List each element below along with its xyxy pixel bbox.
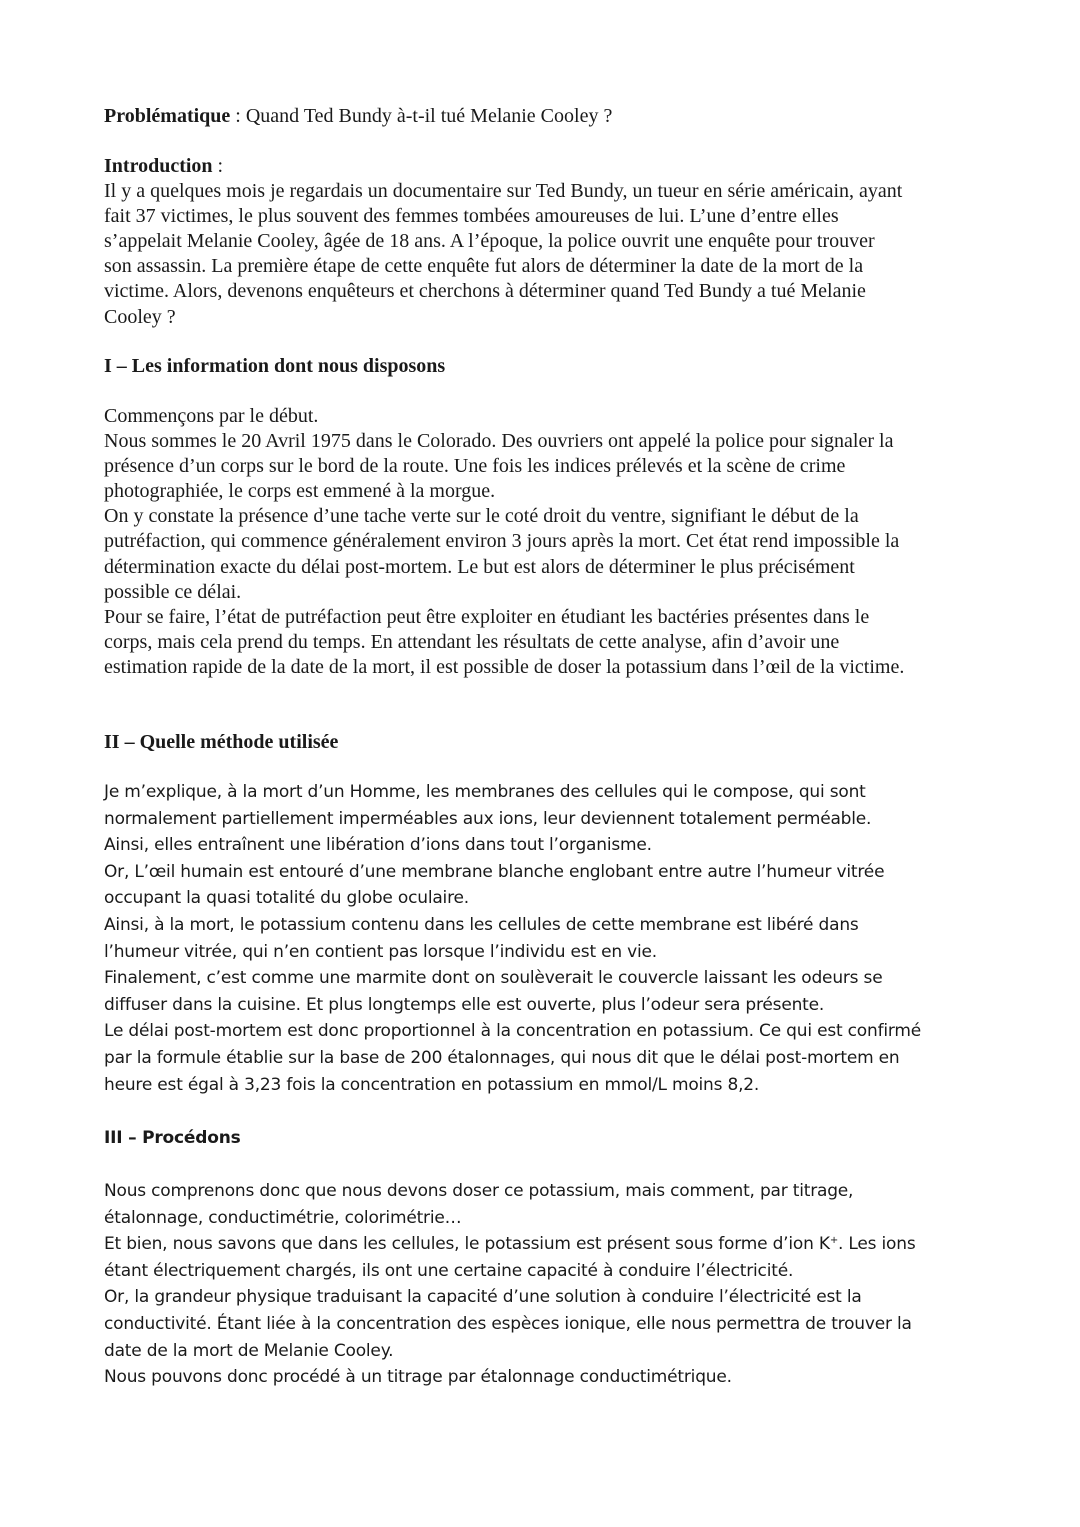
section-1-heading: I – Les information dont nous disposons [104, 355, 446, 377]
section-1-line: Pour se faire, l’état de putréfaction peut être exploiter en étudiant les bactéries présentes dans le [104, 605, 870, 628]
section-3-line: Or, la grandeur physique traduisant la capacité d’une solution à conduire l’électricité est la [104, 1287, 862, 1308]
section-1-line: photographiée, le corps est emmené à la morgue. [104, 480, 496, 503]
section-2-line: Or, L’œil humain est entouré d’une membrane blanche englobant entre autre l’humeur vitrée [104, 861, 885, 882]
problem-label: Problématique [104, 105, 231, 127]
intro-line: victime. Alors, devenons enquêteurs et cherchons à déterminer quand Ted Bundy a tué Melanie [104, 280, 866, 303]
section-2-line: heure est égal à 3,23 fois la concentration en potassium en mmol/L moins 8,2. [104, 1074, 760, 1095]
section-1-body [104, 404, 1004, 680]
section-3-heading: III – Procédons [104, 1128, 241, 1148]
ion-line-text-a: Et bien, nous savons que dans les cellules, le potassium est présent sous forme d’ion K [104, 1234, 830, 1255]
intro-heading: Introduction [104, 155, 213, 177]
intro-line: Il y a quelques mois je regardais un documentaire sur Ted Bundy, un tueur en série américain, ayant [104, 180, 903, 203]
intro-line: s’appelait Melanie Cooley, âgée de 18 ans. A l’époque, la police ouvrit une enquête pour trouver [104, 230, 875, 253]
section-1-line: possible ce délai. [104, 580, 242, 603]
problem-separator: : [230, 105, 246, 127]
section-2-heading: II – Quelle méthode utilisée [104, 731, 339, 753]
section-3-line: Nous pouvons donc procédé à un titrage par étalonnage conductimétrique. [104, 1367, 732, 1388]
section-3-line: date de la mort de Melanie Cooley. [104, 1340, 394, 1361]
section-3-ion-line [104, 1231, 1004, 1258]
intro-line: Cooley ? [104, 305, 176, 328]
section-2 [104, 730, 1004, 755]
section-2-line: Ainsi, à la mort, le potassium contenu dans les cellules de cette membrane est libéré dans [104, 914, 859, 935]
section-1 [104, 354, 1004, 379]
section-1-line: putréfaction, qui commence généralement environ 3 jours après la mort. Cet état rend impossible la [104, 530, 900, 553]
problem-text: Quand Ted Bundy à-t-il tué Melanie Cooley ? [245, 105, 613, 127]
section-1-line: détermination exacte du délai post-mortem. Le but est alors de déterminer le plus précisément [104, 555, 855, 578]
section-1-line: présence d’un corps sur le bord de la route. Une fois les indices prélevés et la scène de crime [104, 455, 846, 478]
section-2-line: l’humeur vitrée, qui n’en contient pas lorsque l’individu est en vie. [104, 941, 658, 962]
introduction-section [104, 154, 1004, 330]
section-1-line: corps, mais cela prend du temps. En attendant les résultats de cette analyse, afin d’avoir une [104, 630, 840, 653]
section-2-line: occupant la quasi totalité du globe oculaire. [104, 888, 469, 909]
section-2-line: diffuser dans la cuisine. Et plus longtemps elle est ouverte, plus l’odeur sera présente. [104, 994, 825, 1015]
section-3 [104, 1125, 1004, 1152]
section-3-line: étalonnage, conductimétrie, colorimétrie… [104, 1207, 462, 1228]
ion-line-text-b: . Les ions [838, 1234, 916, 1255]
section-2-line: par la formule établie sur la base de 200 étalonnages, qui nous dit que le délai post-mortem en [104, 1047, 900, 1068]
section-3-line: Nous comprenons donc que nous devons doser ce potassium, mais comment, par titrage, [104, 1181, 854, 1201]
intro-line: son assassin. La première étape de cette enquête fut alors de déterminer la date de la mort de la [104, 255, 864, 278]
section-2-line: normalement partiellement imperméables aux ions, leur deviennent totalement perméable. [104, 808, 872, 829]
section-1-line: On y constate la présence d’une tache verte sur le coté droit du ventre, signifiant le début de la [104, 505, 859, 528]
problem-statement [104, 104, 1004, 129]
section-2-body [104, 779, 1004, 1098]
section-1-line: Nous sommes le 20 Avril 1975 dans le Colorado. Des ouvriers ont appelé la police pour signaler la [104, 430, 894, 453]
section-2-line: Ainsi, elles entraînent une libération d’ions dans tout l’organisme. [104, 835, 652, 856]
section-3-line: étant électriquement chargés, ils ont une certaine capacité à conduire l’électricité. [104, 1260, 794, 1281]
section-2-line: Je m’explique, à la mort d’un Homme, les membranes des cellules qui le compose, qui sont [104, 782, 866, 802]
section-3-body [104, 1178, 1004, 1391]
intro-heading-suffix: : [212, 155, 224, 177]
section-1-line: Commençons par le début. [104, 405, 319, 427]
ion-charge-superscript: + [829, 1235, 839, 1247]
intro-line: fait 37 victimes, le plus souvent des femmes tombées amoureuses de lui. L’une d’entre elles [104, 205, 839, 228]
section-3-line: conductivité. Étant liée à la concentration des espèces ionique, elle nous permettra de trouver la [104, 1313, 912, 1334]
section-2-line: Finalement, c’est comme une marmite dont on soulèverait le couvercle laissant les odeurs se [104, 968, 883, 989]
section-1-line: estimation rapide de la date de la mort, il est possible de doser la potassium dans l’œil de la victime. [104, 655, 905, 678]
section-2-line: Le délai post-mortem est donc proportionnel à la concentration en potassium. Ce qui est confirmé [104, 1021, 922, 1042]
